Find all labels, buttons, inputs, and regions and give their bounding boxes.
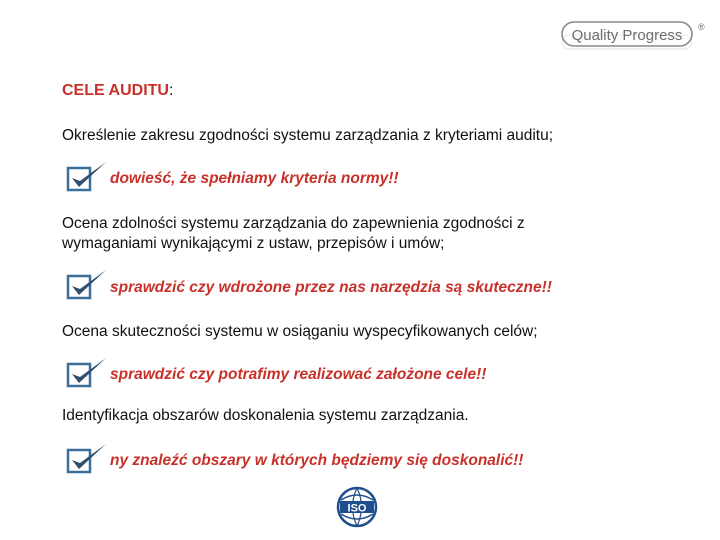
checkbox-check-icon	[66, 268, 110, 302]
checkbox-check-icon	[66, 160, 110, 194]
checkbox-check-icon	[66, 356, 110, 390]
quality-progress-logo	[560, 18, 708, 68]
statement-4	[62, 406, 469, 426]
note-4: ny znaleźć obszary w których będziemy się doskonalić!!	[110, 452, 524, 469]
iso-logo-text: ISO	[347, 502, 367, 515]
statement-4-line-1: Identyfikacja obszarów doskonalenia systemu zarządzania.	[62, 407, 469, 424]
statement-2	[62, 214, 525, 254]
page-title-colon: :	[168, 82, 174, 99]
note-1: dowieść, że spełniamy kryteria normy!!	[110, 170, 399, 187]
logo-text: Quality Progress	[571, 27, 683, 44]
note-2: sprawdzić czy wdrożone przez nas narzędzia są skuteczne!!	[110, 279, 552, 296]
statement-2-line-2: wymaganiami wynikającymi z ustaw, przepisów i umów;	[62, 235, 445, 252]
statement-1-line-1: Określenie zakresu zgodności systemu zarządzania z kryteriami auditu;	[62, 127, 554, 144]
statement-2-line-1: Ocena zdolności systemu zarządzania do zapewnienia zgodności z	[62, 215, 525, 232]
logo-registered-mark: ®	[698, 22, 705, 32]
page-title-label: CELE AUDITU	[62, 82, 169, 99]
statement-3	[62, 322, 538, 342]
statement-3-line-1: Ocena skuteczności systemu w osiąganiu wyspecyfikowanych celów;	[62, 323, 538, 340]
statement-1	[62, 126, 553, 146]
iso-logo	[336, 486, 378, 528]
page-title	[62, 82, 173, 100]
note-3: sprawdzić czy potrafimy realizować założone cele!!	[110, 366, 487, 383]
checkbox-check-icon	[66, 442, 110, 476]
